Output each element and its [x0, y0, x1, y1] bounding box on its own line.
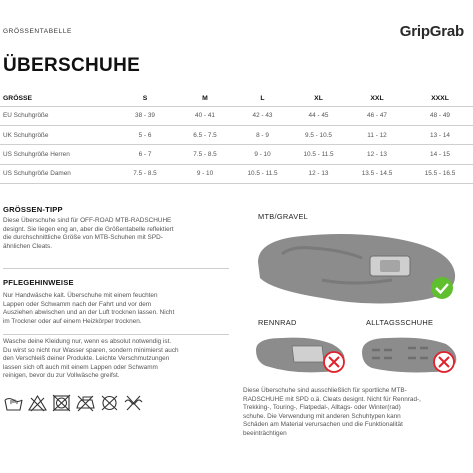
hand-wash-icon [3, 394, 24, 412]
text-line: designt. Sie liegen eng an, aber die Größentabelle reflektiert [3, 225, 174, 233]
table-cell: 12 - 13 [347, 145, 407, 164]
table-cell: 6.5 - 7.5 [175, 125, 235, 144]
text-line: Nur Handwäsche kalt. Überschuhe mit einem feuchten [3, 292, 158, 299]
table-cell: 13.5 - 14.5 [347, 164, 407, 183]
text-line: Schäden am Material verursachen und die Funktionalität [243, 421, 403, 429]
text-line: Du wirst so nicht nur Wasser sparen, sondern minimierst auch [3, 346, 179, 354]
table-cell: 10.5 - 11.5 [290, 145, 347, 164]
column-header: S [142, 94, 148, 102]
size-table [0, 91, 473, 184]
text-line: Lappen oder Schwamm nach der Fahrt und vor dem [3, 300, 152, 308]
table-cell: UK Schuhgröße [0, 125, 115, 144]
table-cell: EU Schuhgröße [0, 106, 115, 125]
no-tumble-dry-icon [51, 394, 72, 412]
table-cell: 6 - 7 [115, 145, 175, 164]
care-heading: PFLEGEHINWEISE [3, 278, 74, 287]
text-line: die durchschnittliche Größe von MTB-Schuhen mit SPD- [3, 234, 163, 241]
table-row [0, 145, 473, 164]
table-cell: 38 - 39 [115, 106, 175, 125]
text-line: ähnlichen Cleats. [3, 242, 53, 250]
section-label: GRÖSSENTABELLE [3, 28, 72, 35]
table-cell: 5 - 6 [115, 125, 175, 144]
table-cell: 8 - 9 [235, 125, 290, 144]
text-line: lassen sich oft auch mit einem Lappen oder Schwamm [3, 363, 158, 371]
text-line: schuhe. Die Verwendung mit anderen Schuhtypen kann [243, 412, 401, 420]
page-title: ÜBERSCHUHE [3, 55, 141, 76]
size-tip-section [3, 205, 229, 251]
table-cell: 44 - 45 [290, 106, 347, 125]
no-dry-clean-icon [99, 394, 120, 412]
care-section [3, 278, 229, 326]
check-icon [431, 277, 453, 299]
road-shoe-diagram [252, 328, 350, 380]
table-cell: 11 - 12 [347, 125, 407, 144]
text-line: Wasche deine Kleidung nur, wenn es absolut notwendig ist. [3, 338, 172, 345]
table-cell: 9 - 10 [175, 164, 235, 183]
mtb-shoe-diagram [252, 222, 462, 312]
care-text-1 [3, 292, 229, 326]
text-line: reinigen, bevor du zur Vollwäsche greifst. [3, 372, 120, 379]
divider [3, 334, 229, 335]
casual-shoe-diagram [358, 328, 462, 380]
size-tip-text [3, 217, 229, 251]
table-header-row [0, 91, 473, 106]
column-header: XXXL [431, 94, 449, 102]
no-iron-icon [75, 394, 96, 412]
table-cell: 40 - 41 [175, 106, 235, 125]
text-line: RADSCHUHE mit SPD o.ä. Cleats designt. Nicht für Rennrad-, [243, 395, 421, 403]
brand-logo: GripGrab [399, 23, 464, 40]
table-cell: US Schuhgröße Damen [0, 164, 115, 183]
text-line: im Trockner oder auf einem Heizkörper trocknen. [3, 317, 142, 325]
no-bleach-icon [27, 394, 48, 412]
text-line: Diese Überschuhe sind ausschließlich für sportliche MTB- [243, 387, 407, 394]
casual-label: ALLTAGSSCHUHE [366, 318, 434, 327]
text-line: Ausziehen abwischen und an der Luft trocknen lassen. Nicht [3, 309, 175, 316]
column-header: XXL [370, 94, 384, 102]
table-cell: 15.5 - 16.5 [407, 164, 473, 183]
table-cell: 48 - 49 [407, 106, 473, 125]
table-cell: 9 - 10 [235, 145, 290, 164]
divider [3, 268, 229, 269]
column-header: L [260, 94, 265, 102]
text-line: den Verschleiß deiner Produkte. Leichte Verschmutzungen [3, 355, 170, 362]
care-icons [3, 394, 144, 412]
table-cell: 7.5 - 8.5 [175, 145, 235, 164]
mtb-label: MTB/GRAVEL [258, 212, 309, 221]
table-cell: 10.5 - 11.5 [235, 164, 290, 183]
text-line: Trekking-, Touring-, Flatpedal-, Alltags- oder Winter(rad) [243, 404, 401, 412]
column-header: XL [314, 94, 323, 102]
text-line: Diese Überschuhe sind für OFF-ROAD MTB-RADSCHUHE [3, 217, 172, 224]
table-cell: 42 - 43 [235, 106, 290, 125]
care-text-2 [3, 338, 229, 381]
road-label: RENNRAD [258, 318, 297, 327]
no-wring-icon [123, 394, 144, 412]
table-cell: 13 - 14 [407, 125, 473, 144]
table-row [0, 164, 473, 183]
table-cell: 7.5 - 8.5 [115, 164, 175, 183]
table-cell: 46 - 47 [347, 106, 407, 125]
table-row [0, 125, 473, 144]
table-row [0, 106, 473, 125]
compatibility-text [243, 387, 468, 439]
table-cell: 9.5 - 10.5 [290, 125, 347, 144]
text-line: beeinträchtigen [243, 429, 287, 437]
size-tip-heading: GRÖSSEN-TIPP [3, 205, 63, 214]
column-header: M [202, 94, 208, 102]
table-cell: US Schuhgröße Herren [0, 145, 115, 164]
column-header: GRÖSSE [3, 94, 33, 102]
table-cell: 14 - 15 [407, 145, 473, 164]
table-cell: 12 - 13 [290, 164, 347, 183]
